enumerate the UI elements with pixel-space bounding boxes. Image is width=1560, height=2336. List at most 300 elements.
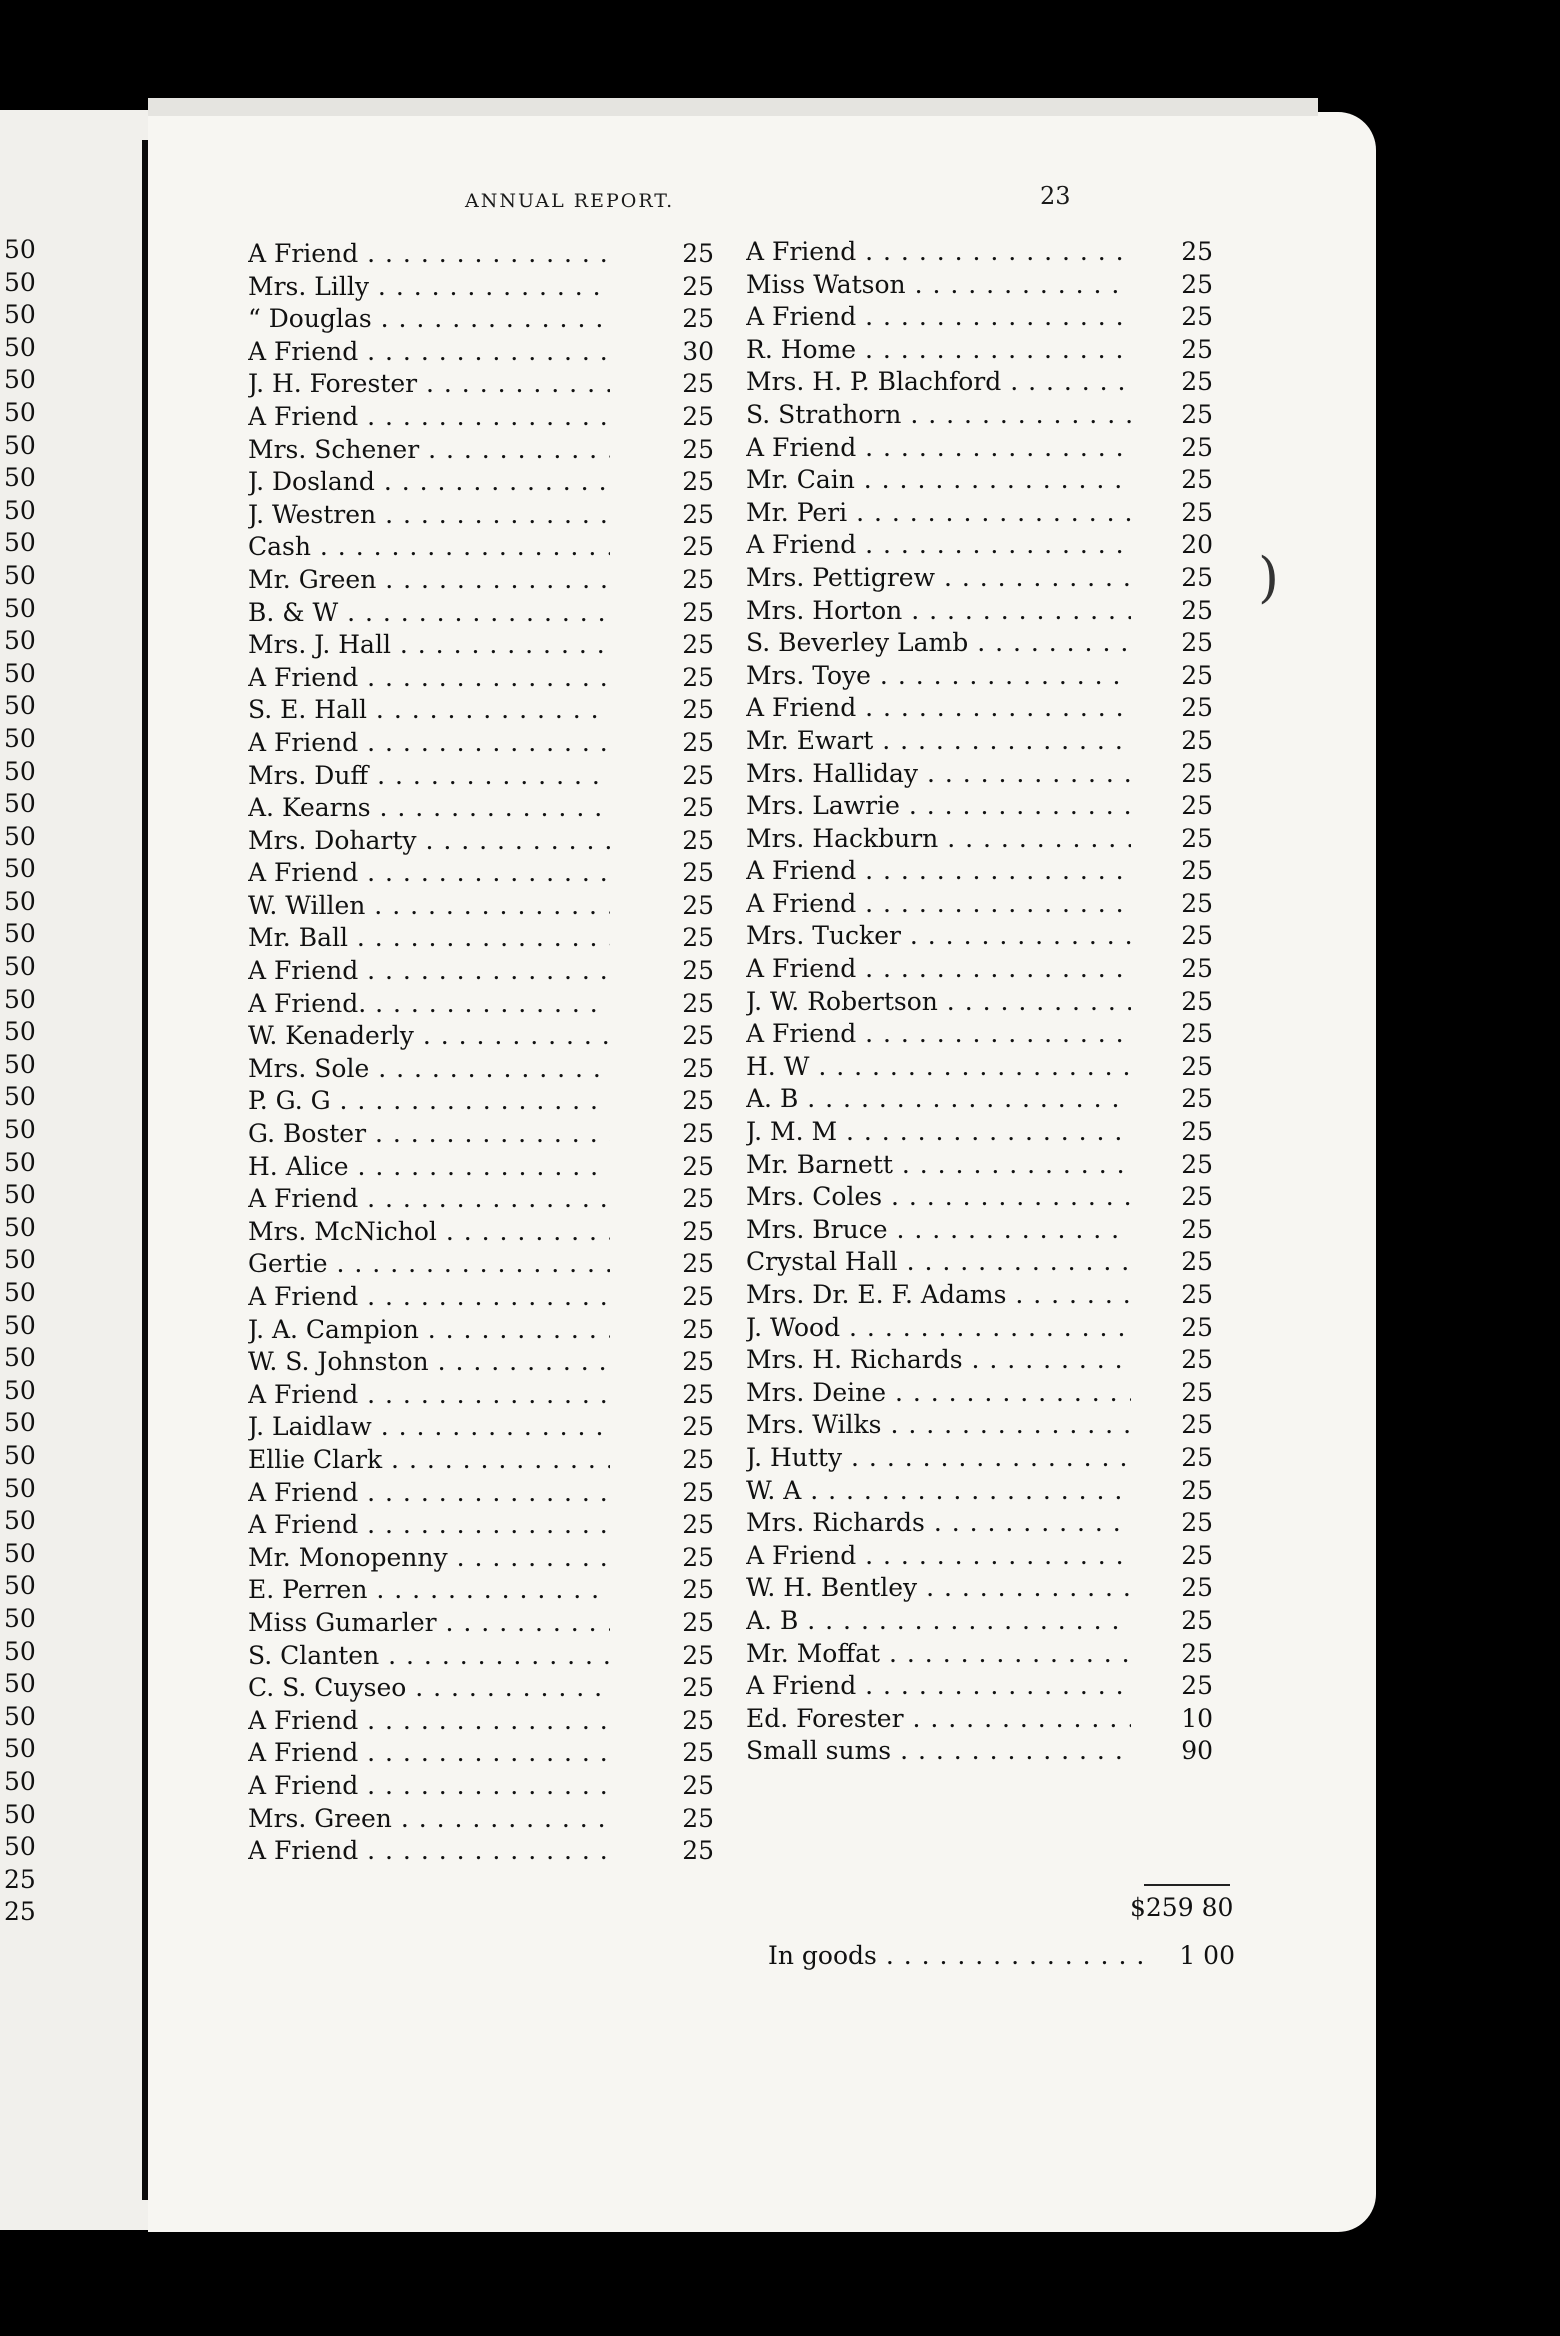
- facing-amount: 50: [4, 1115, 36, 1145]
- facing-amount: 50: [4, 1245, 36, 1275]
- page-header: ANNUAL REPORT.: [465, 190, 675, 212]
- donor-name: “ Douglas . . .: [248, 303, 610, 336]
- donor-name: A Friend . . .: [746, 953, 1131, 986]
- donor-name: A Friend . . .: [248, 1183, 610, 1216]
- donation-amount: 25: [682, 1803, 714, 1833]
- facing-amount: 50: [4, 1082, 36, 1112]
- donation-amount: 25: [1181, 1475, 1213, 1505]
- donor-name: S. Strathorn . . .: [746, 399, 1131, 432]
- donor-name: G. Boster . . .: [248, 1118, 610, 1151]
- donation-row: [248, 1835, 726, 1868]
- donation-amount: 25: [1181, 1573, 1213, 1603]
- donor-name: A. B . . .: [746, 1605, 1131, 1638]
- donor-name: A Friend . . .: [248, 336, 610, 369]
- donation-amount: 25: [682, 1770, 714, 1800]
- facing-amount: 50: [4, 365, 36, 395]
- donation-row: [248, 564, 726, 597]
- donor-name: A Friend . . .: [248, 401, 610, 434]
- donor-name: J. Westren . . .: [248, 499, 610, 532]
- donation-row: [746, 758, 1218, 791]
- facing-amount: 50: [4, 1538, 36, 1568]
- donor-name: A Friend . . .: [746, 1540, 1131, 1573]
- donation-row: [746, 920, 1218, 953]
- donor-name: A Friend . . .: [248, 1509, 610, 1542]
- donation-row: [746, 627, 1218, 660]
- margin-mark: ): [1258, 546, 1280, 609]
- donor-name: Ed. Forester . . .: [746, 1703, 1131, 1736]
- facing-amount: 50: [4, 1343, 36, 1373]
- donation-amount: 90: [1181, 1736, 1213, 1766]
- donor-name: A Friend . . .: [746, 692, 1131, 725]
- donation-amount: 25: [1181, 465, 1213, 495]
- donation-amount: 25: [1181, 1508, 1213, 1538]
- donation-row: [746, 1344, 1218, 1377]
- donor-name: Mr. Peri . . .: [746, 497, 1131, 530]
- donation-row: [746, 432, 1218, 465]
- donation-amount: 25: [1181, 497, 1213, 527]
- donation-row: [746, 1279, 1218, 1312]
- donor-name: Mrs. McNichol . . .: [248, 1216, 610, 1249]
- total-amount: $259 80: [1130, 1893, 1234, 1922]
- donation-row: [248, 988, 726, 1021]
- donor-name: Small sums . . .: [746, 1735, 1131, 1768]
- donor-name: A Friend . . .: [248, 1835, 610, 1868]
- donation-row: [248, 1542, 726, 1575]
- donation-amount: 25: [1181, 1117, 1213, 1147]
- donor-name: S. Clanten . . .: [248, 1640, 610, 1673]
- donation-amount: 25: [1181, 399, 1213, 429]
- donor-name: Mr. Ball . . .: [248, 922, 610, 955]
- donor-name: J. H. Forester . . .: [248, 368, 610, 401]
- donation-row: [746, 1409, 1218, 1442]
- donor-name: W. Willen . . .: [248, 890, 610, 923]
- facing-amount: 50: [4, 658, 36, 688]
- donation-row: [746, 1605, 1218, 1638]
- donation-amount: 25: [682, 956, 714, 986]
- donor-name: Mrs. Wilks . . .: [746, 1409, 1131, 1442]
- donation-row: [248, 531, 726, 564]
- donation-row: [746, 660, 1218, 693]
- donation-amount: 25: [1181, 628, 1213, 658]
- donation-row: [746, 1018, 1218, 1051]
- donation-amount: 25: [1181, 1377, 1213, 1407]
- donor-name: J. W. Robertson . . .: [746, 986, 1131, 1019]
- donor-name: A Friend . . .: [746, 432, 1131, 465]
- facing-amount: 50: [4, 1799, 36, 1829]
- donation-amount: 25: [682, 1705, 714, 1735]
- donation-amount: 25: [682, 532, 714, 562]
- donor-name: Mrs. Dr. E. F. Adams . . .: [746, 1279, 1131, 1312]
- donation-amount: 25: [682, 239, 714, 268]
- page-edge: [148, 98, 1318, 116]
- donation-amount: 25: [1181, 725, 1213, 755]
- donor-name: Gertie . . .: [248, 1248, 610, 1281]
- donation-row: [746, 953, 1218, 986]
- donor-name: Mrs. Horton . . .: [746, 595, 1131, 628]
- donation-amount: 25: [1181, 1247, 1213, 1277]
- donation-row: [746, 986, 1218, 1019]
- donor-name: A Friend . . .: [248, 857, 610, 890]
- donor-name: J. A. Campion . . .: [248, 1314, 610, 1347]
- donation-row: [746, 725, 1218, 758]
- facing-amount: 50: [4, 952, 36, 982]
- donor-name: A Friend. . . .: [248, 988, 610, 1021]
- donation-row: [248, 727, 726, 760]
- donation-row: [248, 1314, 726, 1347]
- donation-amount: 30: [682, 336, 714, 366]
- donation-amount: 25: [682, 1086, 714, 1116]
- donor-name: A Friend . . .: [746, 1670, 1131, 1703]
- donor-name: W. S. Johnston . . .: [248, 1346, 610, 1379]
- goods-entry: [768, 1941, 1238, 1970]
- donation-row: [746, 301, 1218, 334]
- donation-amount: 20: [1181, 530, 1213, 560]
- donation-amount: 25: [1181, 791, 1213, 821]
- facing-amount: 50: [4, 1734, 36, 1764]
- donor-name: A Friend . . .: [248, 662, 610, 695]
- donation-amount: 25: [682, 1184, 714, 1214]
- facing-amount: 50: [4, 300, 36, 330]
- donor-name: W. A . . .: [746, 1475, 1131, 1508]
- donation-amount: 25: [682, 1053, 714, 1083]
- donor-name: E. Perren . . .: [248, 1574, 610, 1607]
- donor-name: A. B . . .: [746, 1083, 1131, 1116]
- donation-amount: 25: [1181, 1671, 1213, 1701]
- donation-amount: 25: [1181, 1605, 1213, 1635]
- donation-row: [248, 401, 726, 434]
- donor-column-1: [248, 238, 726, 1868]
- donation-row: [746, 1507, 1218, 1540]
- goods-label: In goods . . .: [768, 1941, 1153, 1970]
- donation-row: [746, 399, 1218, 432]
- donation-amount: 25: [682, 1347, 714, 1377]
- donation-row: [248, 238, 726, 271]
- donation-amount: 25: [682, 369, 714, 399]
- donation-amount: 25: [1181, 954, 1213, 984]
- donation-amount: 25: [682, 1542, 714, 1572]
- facing-amount: 50: [4, 1603, 36, 1633]
- donation-row: [746, 1475, 1218, 1508]
- donation-amount: 25: [682, 271, 714, 301]
- donation-row: [248, 1085, 726, 1118]
- donor-name: Mrs. Coles . . .: [746, 1181, 1131, 1214]
- donor-name: W. H. Bentley . . .: [746, 1572, 1131, 1605]
- donor-name: Miss Watson . . .: [746, 269, 1131, 302]
- facing-amount: 25: [4, 1897, 36, 1927]
- donation-row: [248, 857, 726, 890]
- facing-amount: 50: [4, 1636, 36, 1666]
- donation-row: [746, 1638, 1218, 1671]
- donor-name: J. Laidlaw . . .: [248, 1411, 610, 1444]
- facing-amount: 50: [4, 1147, 36, 1177]
- donation-amount: 25: [1181, 660, 1213, 690]
- donation-amount: 25: [682, 434, 714, 464]
- facing-amount: 50: [4, 1669, 36, 1699]
- donor-name: A Friend . . .: [746, 529, 1131, 562]
- donation-amount: 25: [682, 1249, 714, 1279]
- donation-row: [746, 1735, 1218, 1768]
- facing-amount: 25: [4, 1864, 36, 1894]
- donor-name: Mrs. Doharty . . .: [248, 825, 610, 858]
- donor-name: Mrs. Green . . .: [248, 1803, 610, 1836]
- donation-amount: 25: [1181, 1345, 1213, 1375]
- donation-amount: 25: [682, 858, 714, 888]
- donation-row: [746, 497, 1218, 530]
- donation-row: [746, 366, 1218, 399]
- donation-row: [248, 890, 726, 923]
- facing-amount: 50: [4, 723, 36, 753]
- donation-row: [248, 336, 726, 369]
- donor-name: C. S. Cuyseo . . .: [248, 1672, 610, 1705]
- donation-row: [248, 597, 726, 630]
- donation-row: [746, 595, 1218, 628]
- donation-row: [248, 1248, 726, 1281]
- donation-amount: 25: [682, 1151, 714, 1181]
- facing-amount: 50: [4, 1766, 36, 1796]
- donor-name: J. Hutty . . .: [746, 1442, 1131, 1475]
- donor-name: P. G. G . . .: [248, 1085, 610, 1118]
- donor-name: Mr. Moffat . . .: [746, 1638, 1131, 1671]
- donor-name: Mrs. J. Hall . . .: [248, 629, 610, 662]
- donation-amount: 25: [682, 1119, 714, 1149]
- donation-row: [746, 1670, 1218, 1703]
- donor-name: Mr. Barnett . . .: [746, 1149, 1131, 1182]
- facing-amount: 50: [4, 397, 36, 427]
- donation-row: [746, 1540, 1218, 1573]
- donor-name: Mrs. Richards . . .: [746, 1507, 1131, 1540]
- donation-amount: 10: [1181, 1703, 1213, 1733]
- donation-row: [248, 1444, 726, 1477]
- donation-amount: 25: [1181, 1280, 1213, 1309]
- facing-amount: 50: [4, 1473, 36, 1503]
- donor-name: A Friend . . .: [746, 888, 1131, 921]
- donation-row: [746, 334, 1218, 367]
- donor-name: A Friend . . .: [746, 301, 1131, 334]
- donation-row: [746, 1442, 1218, 1475]
- donor-name: Ellie Clark . . .: [248, 1444, 610, 1477]
- donation-row: [746, 823, 1218, 856]
- donation-row: [746, 1572, 1218, 1605]
- donor-name: J. Dosland . . .: [248, 466, 610, 499]
- donor-name: A Friend . . .: [248, 1379, 610, 1412]
- donation-amount: 25: [1181, 1442, 1213, 1472]
- donation-row: [746, 1181, 1218, 1214]
- donation-amount: 25: [682, 1021, 714, 1051]
- donor-name: A Friend . . .: [746, 1018, 1131, 1051]
- donation-amount: 25: [682, 793, 714, 823]
- donor-name: Mrs. Lawrie . . .: [746, 790, 1131, 823]
- donation-amount: 25: [682, 304, 714, 334]
- donor-name: Miss Gumarler . . .: [248, 1607, 610, 1640]
- donation-row: [746, 1051, 1218, 1084]
- facing-amount: 50: [4, 1701, 36, 1731]
- facing-amount: 50: [4, 789, 36, 819]
- donor-name: J. M. M . . .: [746, 1116, 1131, 1149]
- donation-amount: 25: [682, 1412, 714, 1442]
- donation-row: [248, 1346, 726, 1379]
- donor-name: A Friend . . .: [248, 727, 610, 760]
- donation-row: [248, 694, 726, 727]
- donation-amount: 25: [682, 1282, 714, 1311]
- donation-amount: 25: [682, 727, 714, 757]
- donation-row: [746, 236, 1218, 269]
- donation-amount: 25: [682, 695, 714, 725]
- donation-amount: 25: [1181, 1410, 1213, 1440]
- facing-amount: 50: [4, 854, 36, 884]
- donation-row: [746, 692, 1218, 725]
- facing-amount: 50: [4, 332, 36, 362]
- donation-row: [746, 529, 1218, 562]
- donation-row: [248, 629, 726, 662]
- donation-row: [248, 303, 726, 336]
- donation-amount: 25: [1181, 562, 1213, 592]
- donation-row: [746, 464, 1218, 497]
- donation-row: [248, 1020, 726, 1053]
- donation-row: [248, 466, 726, 499]
- donation-amount: 25: [682, 1738, 714, 1768]
- donation-amount: 25: [1181, 1638, 1213, 1668]
- goods-amount: 1 00: [1179, 1941, 1235, 1970]
- donation-amount: 25: [1181, 1051, 1213, 1081]
- facing-page-amounts: [0, 234, 140, 1929]
- donation-amount: 25: [1181, 986, 1213, 1016]
- donation-amount: 25: [682, 988, 714, 1018]
- donor-name: S. E. Hall . . .: [248, 694, 610, 727]
- donation-row: [746, 790, 1218, 823]
- donation-amount: 25: [682, 1379, 714, 1409]
- donor-name: W. Kenaderly . . .: [248, 1020, 610, 1053]
- donation-row: [248, 662, 726, 695]
- donation-row: [248, 1770, 726, 1803]
- donation-row: [248, 825, 726, 858]
- facing-amount: 50: [4, 1212, 36, 1242]
- donation-row: [248, 1411, 726, 1444]
- donation-row: [248, 1151, 726, 1184]
- donation-amount: 25: [682, 630, 714, 660]
- donation-row: [248, 1803, 726, 1836]
- donor-name: A Friend . . .: [248, 1281, 610, 1314]
- donation-amount: 25: [682, 923, 714, 953]
- facing-amount: 50: [4, 756, 36, 786]
- facing-amount: 50: [4, 1832, 36, 1862]
- donation-amount: 25: [1181, 1214, 1213, 1244]
- facing-amount: 50: [4, 984, 36, 1014]
- sum-rule: [1144, 1884, 1230, 1886]
- donor-name: A Friend . . .: [248, 1477, 610, 1510]
- facing-amount: 50: [4, 463, 36, 493]
- donation-row: [746, 562, 1218, 595]
- donation-amount: 25: [1181, 693, 1213, 723]
- donation-row: [248, 1509, 726, 1542]
- donation-amount: 25: [1181, 1019, 1213, 1049]
- donor-name: A Friend . . .: [248, 238, 610, 271]
- facing-amount: 50: [4, 626, 36, 656]
- donation-amount: 25: [1181, 334, 1213, 364]
- donor-name: Mrs. Halliday . . .: [746, 758, 1131, 791]
- donation-amount: 25: [1181, 1182, 1213, 1212]
- facing-amount: 50: [4, 528, 36, 558]
- donor-name: A Friend . . .: [248, 1737, 610, 1770]
- donation-row: [248, 1737, 726, 1770]
- page-number: 23: [1040, 182, 1071, 210]
- donation-amount: 25: [682, 662, 714, 692]
- donor-name: Mrs. Lilly . . .: [248, 271, 610, 304]
- donation-row: [248, 792, 726, 825]
- donor-name: A Friend . . .: [746, 236, 1131, 269]
- donation-amount: 25: [682, 401, 714, 431]
- donor-name: Mr. Cain . . .: [746, 464, 1131, 497]
- donor-name: B. & W . . .: [248, 597, 610, 630]
- facing-amount: 50: [4, 1180, 36, 1210]
- donation-row: [746, 1116, 1218, 1149]
- donation-row: [248, 1640, 726, 1673]
- donation-amount: 25: [682, 890, 714, 920]
- donation-amount: 25: [682, 1640, 714, 1670]
- donation-amount: 25: [1181, 823, 1213, 853]
- donation-amount: 25: [1181, 302, 1213, 332]
- donation-row: [248, 1607, 726, 1640]
- donation-amount: 25: [1181, 269, 1213, 299]
- donation-amount: 25: [682, 1510, 714, 1540]
- facing-amount: 50: [4, 1408, 36, 1438]
- donation-amount: 25: [1181, 921, 1213, 951]
- donation-amount: 25: [682, 1477, 714, 1507]
- donor-name: Mr. Ewart . . .: [746, 725, 1131, 758]
- donation-row: [746, 1246, 1218, 1279]
- facing-amount: 50: [4, 1506, 36, 1536]
- facing-amount: 50: [4, 691, 36, 721]
- donor-name: H. Alice . . .: [248, 1151, 610, 1184]
- donor-name: Mrs. Hackburn . . .: [746, 823, 1131, 856]
- donation-row: [248, 271, 726, 304]
- donation-amount: 25: [682, 1673, 714, 1703]
- donation-amount: 25: [682, 597, 714, 627]
- donation-row: [248, 1118, 726, 1151]
- donor-name: Mrs. Tucker . . .: [746, 920, 1131, 953]
- facing-amount: 50: [4, 1049, 36, 1079]
- donation-row: [248, 1574, 726, 1607]
- facing-amount: 50: [4, 267, 36, 297]
- donor-name: Mrs. H. Richards . . .: [746, 1344, 1131, 1377]
- donation-row: [248, 1183, 726, 1216]
- donor-name: A. Kearns . . .: [248, 792, 610, 825]
- donation-row: [248, 1705, 726, 1738]
- donation-row: [248, 1477, 726, 1510]
- donor-name: A Friend . . .: [248, 1705, 610, 1738]
- facing-amount: 50: [4, 886, 36, 916]
- donation-amount: 25: [1181, 1149, 1213, 1179]
- donor-name: Mrs. H. P. Blachford . . .: [746, 366, 1131, 399]
- facing-amount: 50: [4, 919, 36, 949]
- facing-amount: 50: [4, 593, 36, 623]
- facing-amount: 50: [4, 1571, 36, 1601]
- donation-row: [746, 888, 1218, 921]
- donation-amount: 25: [682, 1444, 714, 1474]
- donation-row: [746, 1312, 1218, 1345]
- donor-name: H. W . . .: [746, 1051, 1131, 1084]
- donor-name: Mr. Green . . .: [248, 564, 610, 597]
- donation-row: [746, 1214, 1218, 1247]
- donation-amount: 25: [1181, 432, 1213, 462]
- donor-name: A Friend . . .: [248, 955, 610, 988]
- facing-amount: 50: [4, 1017, 36, 1047]
- donation-row: [746, 855, 1218, 888]
- donor-name: R. Home . . .: [746, 334, 1131, 367]
- donor-name: Mrs. Sole . . .: [248, 1053, 610, 1086]
- donation-row: [248, 922, 726, 955]
- donation-amount: 25: [1181, 856, 1213, 886]
- donor-name: Cash . . .: [248, 531, 610, 564]
